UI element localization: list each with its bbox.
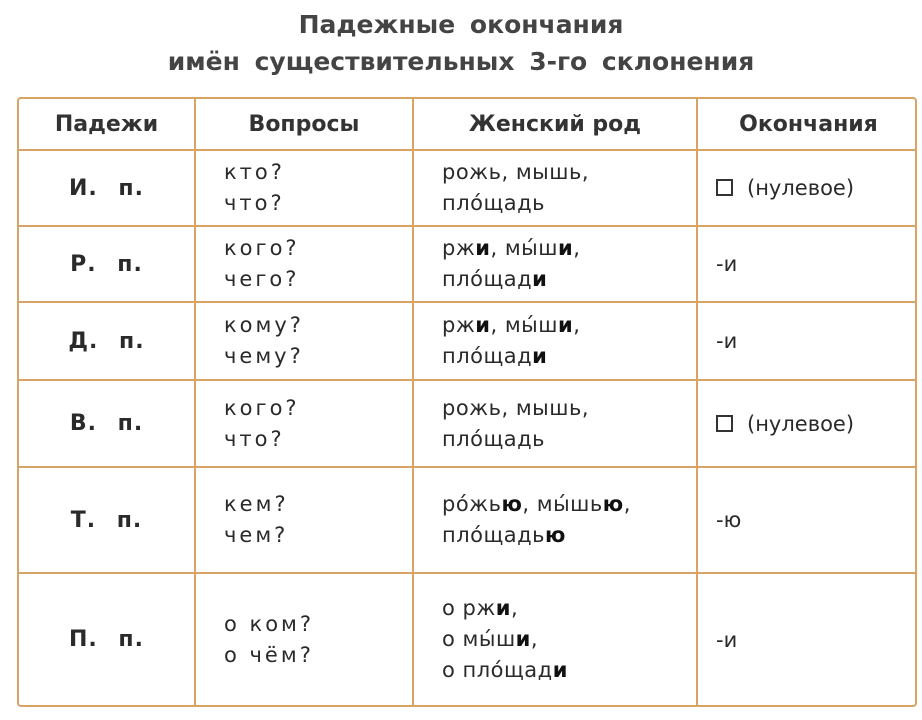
feminine-words [413, 573, 697, 705]
header-questions: Вопросы [195, 99, 413, 150]
page-title [0, 6, 922, 80]
word-line [442, 593, 696, 624]
word-stem: , мы́ш [490, 313, 558, 337]
question-1: кто? [224, 160, 285, 184]
question-2: чему? [224, 344, 304, 368]
ending-text: (нулевое) [747, 411, 855, 436]
word-line [442, 655, 696, 686]
word-stem: , [530, 627, 539, 651]
feminine-words [413, 226, 697, 302]
header-endings: Окончания [697, 99, 917, 150]
feminine-words [413, 302, 697, 380]
question-2: чем? [224, 523, 289, 547]
word-ending: и [475, 313, 491, 337]
word-line [442, 310, 696, 341]
question-2: что? [224, 191, 285, 215]
word-stem: о мы́ш [442, 627, 516, 651]
word-stem: о рж [442, 596, 496, 620]
endings-table [19, 99, 917, 705]
null-ending-square-icon [716, 415, 733, 432]
word-stem: пло́щадь [442, 523, 546, 547]
word-ending: и [557, 236, 574, 260]
question-2: что? [224, 426, 285, 451]
word-stem: , [573, 236, 581, 260]
header-feminine: Женский род [413, 99, 697, 150]
word-ending: ю [545, 523, 566, 547]
case-name: В. п. [19, 380, 195, 467]
table-row [19, 226, 917, 302]
case-questions [195, 467, 413, 573]
case-ending [697, 467, 917, 573]
case-ending [697, 573, 917, 705]
word-stem: рж [442, 236, 476, 260]
question-2: о чём? [224, 642, 314, 667]
word-stem: , [511, 596, 519, 620]
word-line [442, 393, 696, 424]
word-stem: пло́щадь [442, 426, 546, 451]
word-stem: пло́щад [442, 344, 533, 368]
question-1: кому? [224, 313, 304, 337]
feminine-words [413, 467, 697, 573]
word-stem: , мы́шь [522, 492, 603, 516]
word-line [442, 624, 696, 655]
question-1: о ком? [224, 611, 315, 636]
question-1: кого? [224, 395, 300, 420]
table-row [19, 573, 917, 705]
case-questions [195, 150, 413, 226]
word-stem: , мы́ш [490, 236, 558, 260]
word-ending: и [495, 596, 511, 620]
null-ending-square-icon [716, 179, 733, 196]
word-stem: о пло́щад [442, 658, 553, 682]
case-questions [195, 573, 413, 705]
table-row [19, 380, 917, 467]
case-name: И. п. [19, 150, 195, 226]
word-stem: пло́щадь [442, 191, 546, 215]
ending-text: -ю [716, 508, 742, 532]
question-2: чего? [224, 267, 300, 291]
case-questions [195, 226, 413, 302]
case-questions [195, 380, 413, 467]
word-ending: и [552, 658, 568, 682]
feminine-words [413, 380, 697, 467]
word-stem: ро́жь [442, 492, 502, 516]
word-line [442, 489, 696, 520]
ending-text: -и [716, 329, 738, 353]
table-row [19, 150, 917, 226]
case-ending [697, 226, 917, 302]
word-line [442, 233, 696, 264]
question-1: кем? [224, 492, 289, 516]
word-line [442, 157, 696, 188]
endings-table-frame [17, 97, 917, 707]
word-ending: и [557, 313, 574, 337]
word-stem: рж [442, 313, 476, 337]
word-stem: рожь, мышь, [442, 395, 590, 420]
title-line-2: имён существительных 3-го склонения [167, 47, 755, 76]
case-questions [195, 302, 413, 380]
case-name: Д. п. [19, 302, 195, 380]
case-name: П. п. [19, 573, 195, 705]
word-stem: , [573, 313, 581, 337]
word-ending: и [475, 236, 491, 260]
word-ending: и [532, 267, 548, 291]
case-name: Р. п. [19, 226, 195, 302]
table-row [19, 302, 917, 380]
word-line [442, 520, 696, 551]
ending-text: -и [716, 627, 738, 652]
word-line [442, 341, 696, 372]
word-line [442, 264, 696, 295]
word-ending: ю [602, 492, 624, 516]
ending-text: (нулевое) [747, 176, 855, 200]
case-ending [697, 150, 917, 226]
word-line [442, 188, 696, 219]
case-ending [697, 302, 917, 380]
header-cases: Падежи [19, 99, 195, 150]
ending-text: -и [716, 252, 738, 276]
case-name: Т. п. [19, 467, 195, 573]
word-ending: и [515, 627, 531, 651]
title-line-1: Падежные окончания [298, 10, 624, 39]
word-ending: ю [501, 492, 523, 516]
feminine-words [413, 150, 697, 226]
word-stem: , [623, 492, 631, 516]
question-1: кого? [224, 236, 300, 260]
word-stem: пло́щад [442, 267, 533, 291]
table-row [19, 467, 917, 573]
case-ending [697, 380, 917, 467]
word-line [442, 424, 696, 455]
word-ending: и [532, 344, 548, 368]
header-row [19, 99, 917, 150]
word-stem: рожь, мышь, [442, 160, 590, 184]
